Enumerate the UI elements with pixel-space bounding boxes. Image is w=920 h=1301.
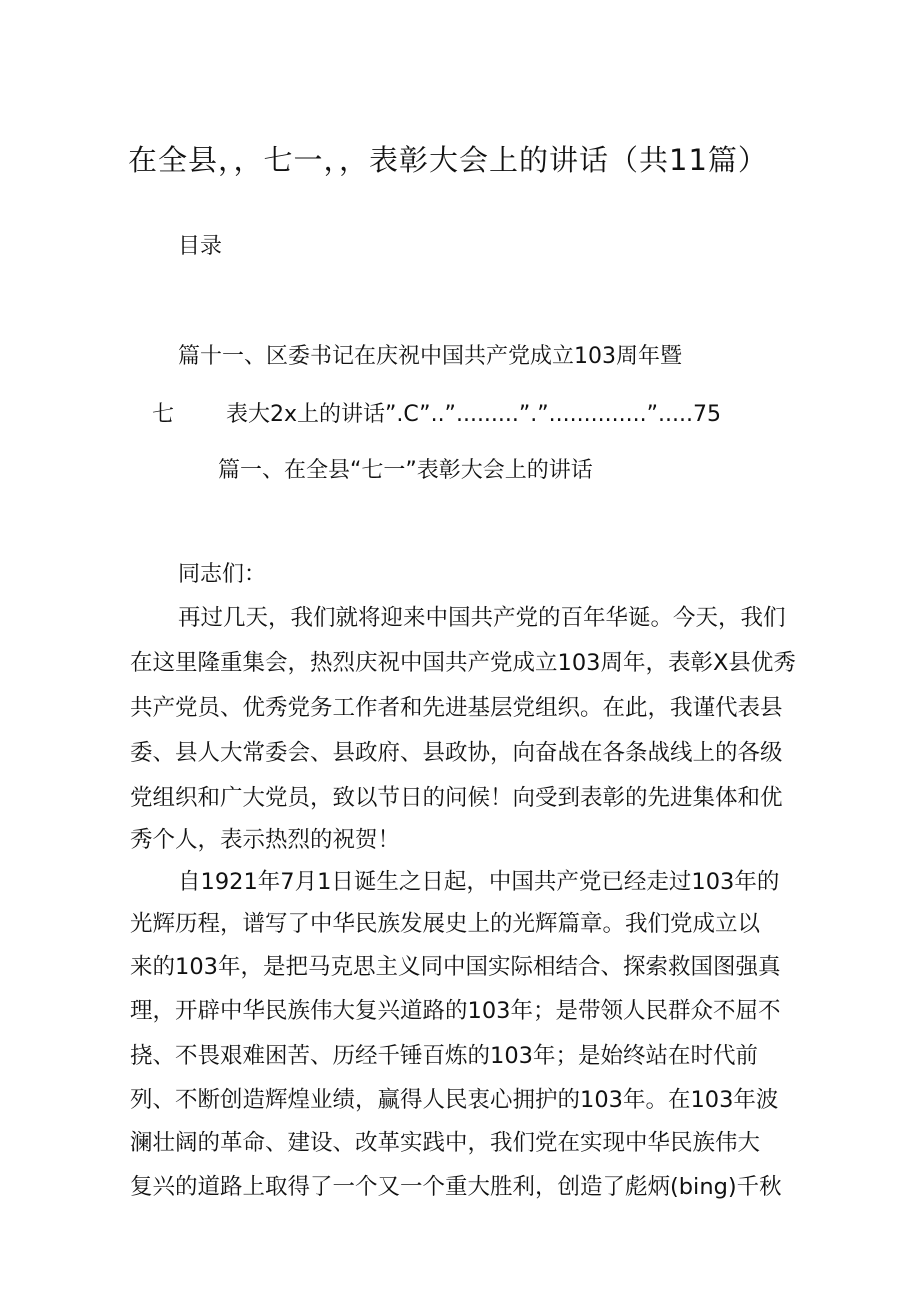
body-line: 来的103年，是把马克思主义同中国实际相结合、探索救国图强真 [130,954,781,980]
body-line: 列、不断创造辉煌业绩，赢得人民衷心拥护的103年。在103年波 [130,1087,779,1113]
body-line: 秀个人，表示热烈的祝贺！ [130,827,401,853]
body-line: 挠、不畏艰难困苦、历经千锤百炼的103年；是始终站在时代前 [130,1043,758,1069]
body-line: 理，开辟中华民族伟大复兴道路的103年；是带领人民群众不屈不 [130,998,781,1024]
body-line: 复兴的道路上取得了一个又一个重大胜利，创造了彪炳(bing)千秋 [130,1174,782,1200]
salutation: 同志们： [178,562,267,587]
toc-entry-line-2-text: 表大2x上的讲话”.C”..”.........”.”..............”.....75 [226,402,721,427]
section-heading: 篇一、在全县“七一”表彰大会上的讲话 [218,458,593,483]
document-title: 在全县，，七一，，表彰大会上的讲话（共11篇） [128,143,768,177]
toc-entry-line-2-number: 七 [152,402,175,427]
body-line: 自1921年7月1日诞生之日起，中国共产党已经走过103年的 [178,869,780,895]
body-line: 委、县人大常委会、县政府、县政协，向奋战在各条战线上的各级 [130,740,783,766]
toc-entry-line-1: 篇十一、区委书记在庆祝中国共产党成立103周年暨 [178,344,682,369]
body-line: 光辉历程，谱写了中华民族发展史上的光辉篇章。我们党成立以 [130,911,761,937]
body-line: 再过几天，我们就将迎来中国共产党的百年华诞。今天，我们 [178,605,786,631]
body-line: 澜壮阔的革命、建设、改革实践中，我们党在实现中华民族伟大 [130,1130,761,1156]
body-line: 在这里隆重集会，热烈庆祝中国共产党成立103周年，表彰X县优秀 [130,650,796,676]
body-line: 党组织和广大党员，致以节日的问候！向受到表彰的先进集体和优 [130,785,783,811]
body-line: 共产党员、优秀党务工作者和先进基层党组织。在此，我谨代表县 [130,695,783,721]
toc-heading: 目录 [178,234,223,259]
